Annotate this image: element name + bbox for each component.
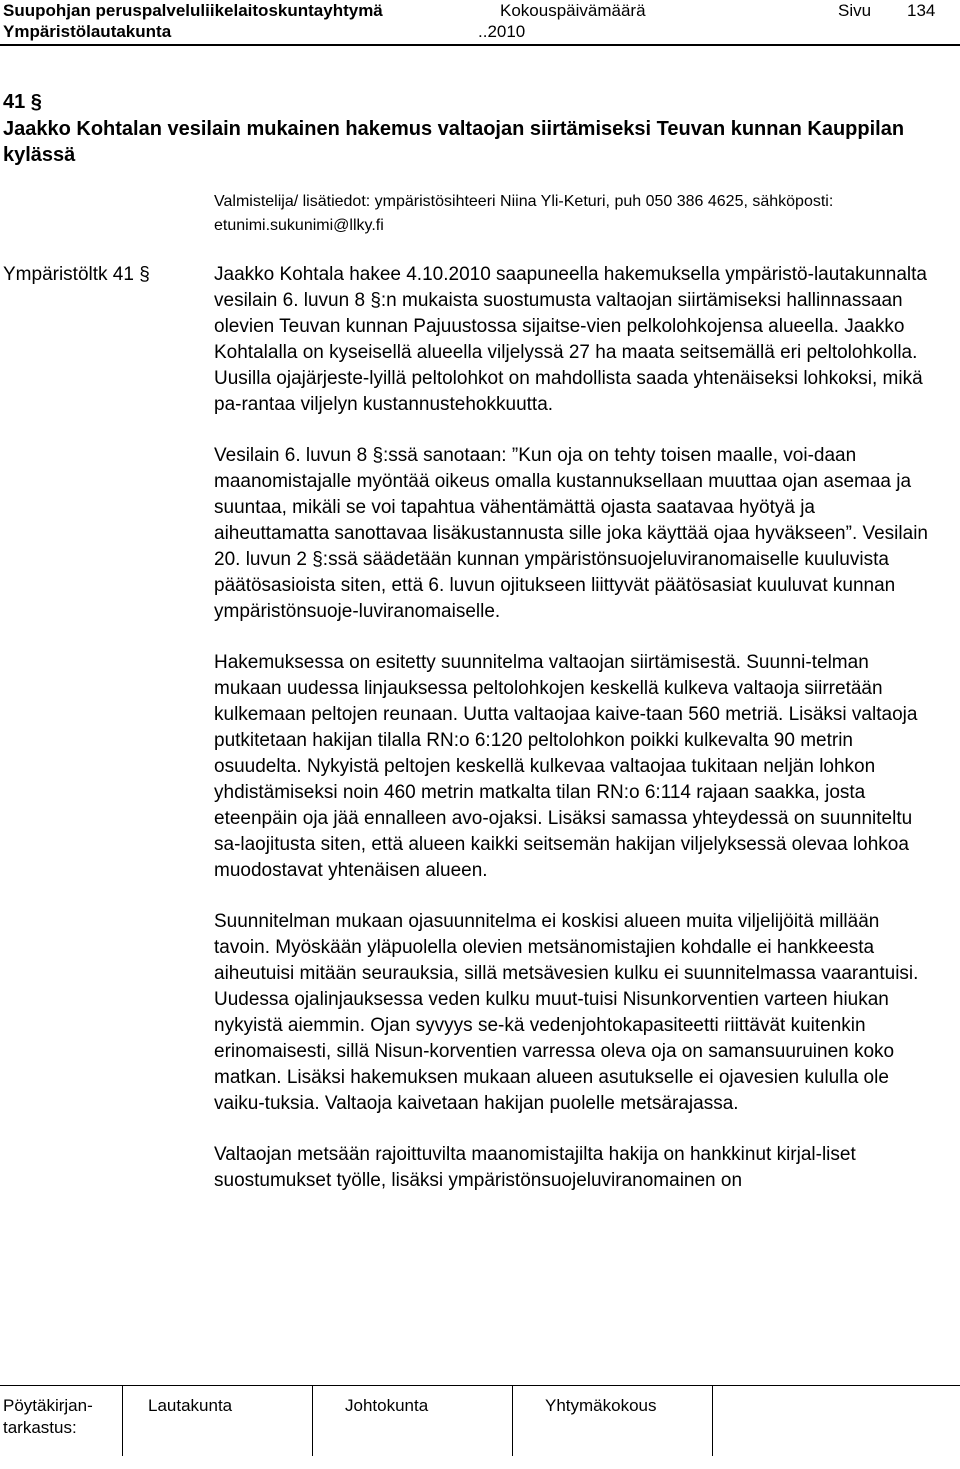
page-number: 134 bbox=[907, 1, 936, 20]
footer-assembly: Yhtymäkokous bbox=[545, 1396, 657, 1415]
paragraph: Jaakko Kohtala hakee 4.10.2010 saapuneella hakemuksella ympäristö-lautakunnalta vesilain 6. luvun 8 §:n mukaista suostumusta valtaojan siirtämiseksi hallinnassaan olevien Teuvan kunnan Pajuustossa sijaitse-vien pelkolohkojensa alueella. Jaakko Kohtalalla on kyseisellä alueella viljelyssä 27 ha maata seitsemällä eri peltolohkolla. Uusilla ojajärjeste-lyillä peltolohkot on mahdollista saada yhtenäiseksi lohkoksi, mikä pa-rantaa viljelyn kustannustehokkuutta. bbox=[214, 264, 927, 415]
paragraph: Hakemuksessa on esitetty suunnitelma valtaojan siirtämisestä. Suunni-telman mukaan uudessa linjauksessa peltolohkojen keskellä kulkeva valtaoja siirretään kulkemaan peltojen reunaan. Uutta valtaojaa kaive-taan 560 metriä. Lisäksi valtaoja putkitetaan hakijan tilalla RN:o 6:120 peltolohkon poikki kulkevalta 90 metrin osuudelta. Nykyistä peltojen keskellä kulkevaa valtaojaa tukitaan neljän lohkon yhdistämiseksi noin 460 metrin matkalta tilan RN:o 6:114 rajaan saakka, josta eteenpäin oja jää ennalleen avo-ojaksi. Lisäksi samassa yhteydessä on suunniteltu sa-laojitusta siten, että alueen kaikki seitsemän hakijan viljelyksessä olevaa lohkoa muodostavat yhtenäisen alueen. bbox=[214, 652, 918, 881]
page-label: Sivu bbox=[838, 1, 872, 20]
side-label: Ympäristöltk 41 § bbox=[3, 264, 150, 285]
header-rule bbox=[0, 44, 960, 46]
paragraph: Suunnitelman mukaan ojasuunnitelma ei koskisi alueen muita viljelijöitä millään tavoin. Myöskään yläpuolella olevien metsänomistajien kohdalle ei hankkeesta aiheutuisi mitään seurauksia, sillä metsävesien kulku ei suunnitelmassa vaarantuisi. Uudessa ojalinjauksessa veden kulku muut-tuisi Nisunkorventien varteen hiukan nykyistä aiemmin. Ojan syvyys se-kä vedenjohtokapasiteetti riittävät kuitenkin erinomaisesti, sillä Nisun-korventien varressa oleva oja on samansuuruinen koko matkan. Lisäksi hakemuksen mukaan alueen asutukselle ei ojavesien kululla ole vaiku-tuksia. Valtaoja kaivetaan hakijan puolelle metsärajassa. bbox=[214, 911, 919, 1114]
committee-name: Ympäristölautakunta bbox=[3, 22, 172, 41]
body-text bbox=[214, 262, 932, 1219]
footer-rule bbox=[0, 1385, 960, 1386]
footer-separator bbox=[712, 1386, 713, 1456]
footer-separator bbox=[512, 1386, 513, 1456]
item-title: Jaakko Kohtalan vesilain mukainen hakemus valtaojan siirtämiseksi Teuvan kunnan Kauppilan kylässä bbox=[3, 118, 905, 166]
footer-review-label: Pöytäkirjan-tarkastus: bbox=[3, 1396, 93, 1437]
footer-separator bbox=[122, 1386, 123, 1456]
paragraph: Vesilain 6. luvun 8 §:ssä sanotaan: ”Kun oja on tehty toisen maalle, voi-daan maanomistajalle myöntää oikeus omalla kustannuksellaan muuttaa ojan asemaa ja suuntaa, mikäli se voi tapahtua vähentämättä ojasta saatavaa hyötyä ja aiheuttamatta sanottavaa lisäkustannusta sille joka käyttää ojaa hyväkseen”. Vesilain 20. luvun 2 §:ssä säädetään kunnan ympäristönsuojeluviranomaiselle kuuluvista päätösasioista siten, että 6. luvun ojitukseen liittyvät päätösasiat kuuluvat kunnan ympäristönsuoje-luviranomaiselle. bbox=[214, 445, 928, 622]
footer-board: Lautakunta bbox=[148, 1396, 233, 1415]
paragraph: Valtaojan metsään rajoittuvilta maanomistajilta hakija on hankkinut kirjal-liset suostumukset työlle, lisäksi ympäristönsuojeluviranomainen on bbox=[214, 1144, 856, 1191]
footer-executive: Johtokunta bbox=[345, 1396, 429, 1415]
item-number: 41 § bbox=[3, 91, 42, 113]
meeting-date-label: Kokouspäivämäärä bbox=[500, 1, 646, 20]
preparer-info: Valmistelija/ lisätiedot: ympäristösihteeri Niina Yli-Keturi, puh 050 386 4625, sähköposti: etunimi.sukunimi@llky.fi bbox=[214, 193, 834, 234]
footer-separator bbox=[312, 1386, 313, 1456]
organization-name: Suupohjan peruspalveluliikelaitoskuntayhtymä bbox=[3, 1, 383, 20]
meeting-date: ..2010 bbox=[478, 22, 526, 41]
